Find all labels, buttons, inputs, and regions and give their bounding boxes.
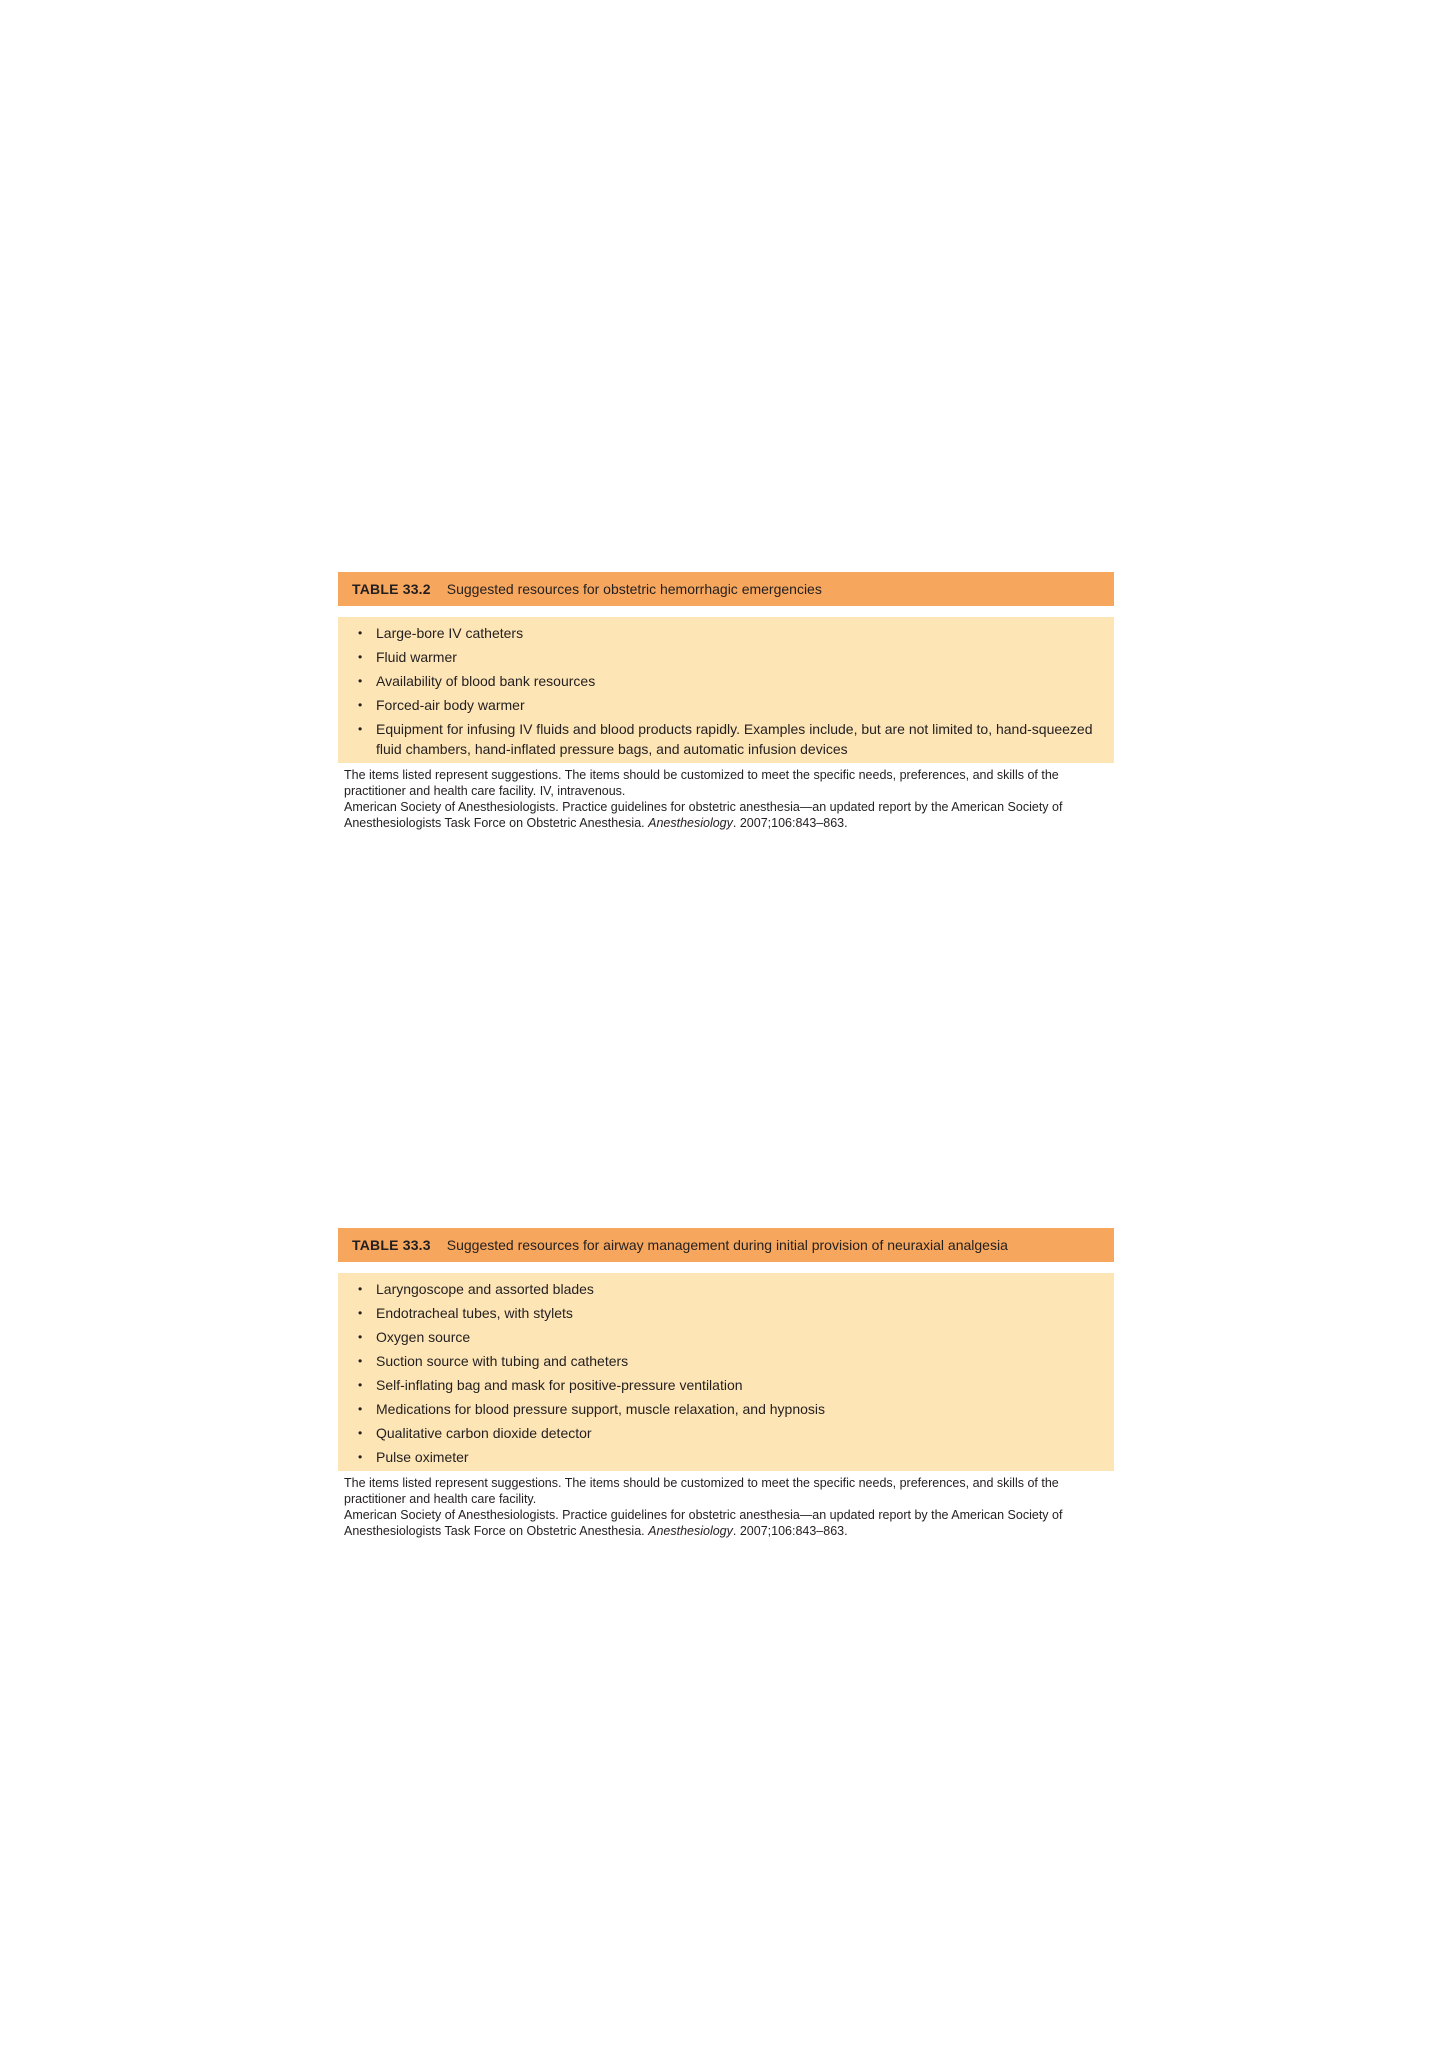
table-caption: Suggested resources for obstetric hemorrhagic emergencies xyxy=(446,581,822,597)
table-header xyxy=(338,1228,1114,1262)
table-caption: Suggested resources for airway management during initial provision of neuraxial analgesia xyxy=(446,1237,1008,1253)
bullet-icon: • xyxy=(358,650,363,664)
source-citation: American Society of Anesthesiologists. Practice guidelines for obstetric anesthesia—an updated report by the American Society of Anesthesiologists Task Force on Obstetric Anesthesia. Anesthesiology. 2007;106:843–863. xyxy=(344,1508,1063,1538)
list-item: • Oxygen source xyxy=(358,1329,471,1345)
bullet-icon: • xyxy=(358,698,363,712)
list-item: • Laryngoscope and assorted blades xyxy=(358,1281,594,1297)
list-item: • Availability of blood bank resources xyxy=(358,673,596,689)
bullet-icon: • xyxy=(358,1306,363,1320)
bullet-icon: • xyxy=(358,722,363,736)
table-body xyxy=(338,617,1114,763)
source-citation: American Society of Anesthesiologists. Practice guidelines for obstetric anesthesia—an updated report by the American Society of Anesthesiologists Task Force on Obstetric Anesthesia. Anesthesiology. 2007;106:843–863. xyxy=(344,800,1063,830)
table-footnote xyxy=(338,1471,1114,1539)
bullet-icon: • xyxy=(358,626,363,640)
table-footnote xyxy=(338,763,1114,831)
table-label: TABLE 33.3 xyxy=(352,1237,431,1253)
journal-name: Anesthesiology xyxy=(648,816,733,830)
list-item: • Large-bore IV catheters xyxy=(358,625,524,641)
bullet-icon: • xyxy=(358,1378,363,1392)
bullet-icon: • xyxy=(358,1282,363,1296)
footnote-text: The items listed represent suggestions. The items should be customized to meet the specific needs, preferences, and skills of the practitioner and health care facility. xyxy=(344,1476,1059,1506)
list-item: • Suction source with tubing and catheters xyxy=(358,1353,629,1369)
list-item: • Endotracheal tubes, with stylets xyxy=(358,1305,573,1321)
list-item: • Self-inflating bag and mask for positive-pressure ventilation xyxy=(358,1377,743,1393)
bullet-icon: • xyxy=(358,1330,363,1344)
table-label: TABLE 33.2 xyxy=(352,581,431,597)
bullet-icon: • xyxy=(358,1450,363,1464)
table-33-3 xyxy=(338,1228,1114,1539)
bullet-icon: • xyxy=(358,674,363,688)
table-body xyxy=(338,1273,1114,1471)
bullet-icon: • xyxy=(358,1402,363,1416)
resource-list xyxy=(350,623,1100,759)
list-item: • Qualitative carbon dioxide detector xyxy=(358,1425,592,1441)
list-item: • Equipment for infusing IV fluids and blood products rapidly. Examples include, but are not limited to, hand-squeezed fluid chambers, hand-inflated pressure bags, and automatic infusion devices xyxy=(358,721,1093,757)
table-33-2 xyxy=(338,572,1114,831)
journal-name: Anesthesiology xyxy=(648,1524,733,1538)
footnote-text: The items listed represent suggestions. The items should be customized to meet the specific needs, preferences, and skills of the practitioner and health care facility. IV, intravenous. xyxy=(344,768,1059,798)
resource-list xyxy=(350,1279,1100,1467)
list-item: • Fluid warmer xyxy=(358,649,457,665)
list-item: • Pulse oximeter xyxy=(358,1449,469,1465)
bullet-icon: • xyxy=(358,1354,363,1368)
list-item: • Medications for blood pressure support, muscle relaxation, and hypnosis xyxy=(358,1401,826,1417)
bullet-icon: • xyxy=(358,1426,363,1440)
table-header xyxy=(338,572,1114,606)
list-item: • Forced-air body warmer xyxy=(358,697,525,713)
